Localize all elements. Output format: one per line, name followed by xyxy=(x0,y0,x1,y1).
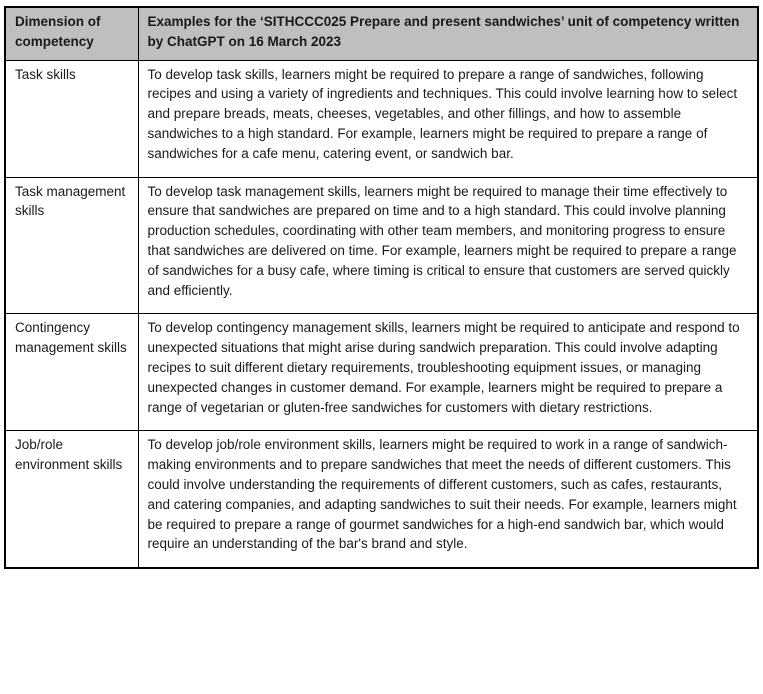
dimension-cell: Contingency management skills xyxy=(5,314,138,431)
dimension-cell: Task skills xyxy=(5,60,138,177)
header-row xyxy=(5,7,758,60)
example-cell: To develop task skills, learners might be required to prepare a range of sandwiches, following recipes and using a variety of ingredients and techniques. This could involve learning how to select and prepare breads, meats, cheeses, vegetables, and other fillings, and how to assemble sandwiches to a high standard. For example, learners might be required to prepare a range of sandwiches for a cafe menu, catering event, or sandwich bar. xyxy=(138,60,758,177)
example-cell: To develop contingency management skills, learners might be required to anticipate and respond to unexpected situations that might arise during sandwich preparation. This could involve adapting recipes to suit different dietary requirements, troubleshooting equipment issues, or managing unexpected changes in customer demand. For example, learners might be required to prepare a range of vegetarian or gluten-free sandwiches for customers with dietary restrictions. xyxy=(138,314,758,431)
dimension-cell: Task management skills xyxy=(5,177,138,314)
header-dimension-of-competency: Dimension of competency xyxy=(5,7,138,60)
example-cell: To develop job/role environment skills, learners might be required to work in a range of sandwich-making environments and to prepare sandwiches that meet the needs of different customers. This could involve understanding the requirements of different customers, such as cafes, restaurants, and catering companies, and adapting sandwiches to suit their needs. For example, learners might be required to prepare a range of gourmet sandwiches for a high-end sandwich bar, which would require an understanding of the bar's brand and style. xyxy=(138,431,758,568)
table-row xyxy=(5,177,758,314)
dimension-cell: Job/role environment skills xyxy=(5,431,138,568)
table-row xyxy=(5,60,758,177)
competency-table xyxy=(4,6,759,569)
header-examples: Examples for the ‘SITHCCC025 Prepare and present sandwiches’ unit of competency written by ChatGPT on 16 March 2023 xyxy=(138,7,758,60)
table-row xyxy=(5,314,758,431)
table-body xyxy=(5,60,758,568)
example-cell: To develop task management skills, learners might be required to manage their time effectively to ensure that sandwiches are prepared on time and to a high standard. This could involve planning production schedules, coordinating with other team members, and monitoring progress to ensure that sandwiches are delivered on time. For example, learners might be required to prepare a range of sandwiches for a busy cafe, where timing is critical to ensure that customers are served quickly and efficiently. xyxy=(138,177,758,314)
table-row xyxy=(5,431,758,568)
